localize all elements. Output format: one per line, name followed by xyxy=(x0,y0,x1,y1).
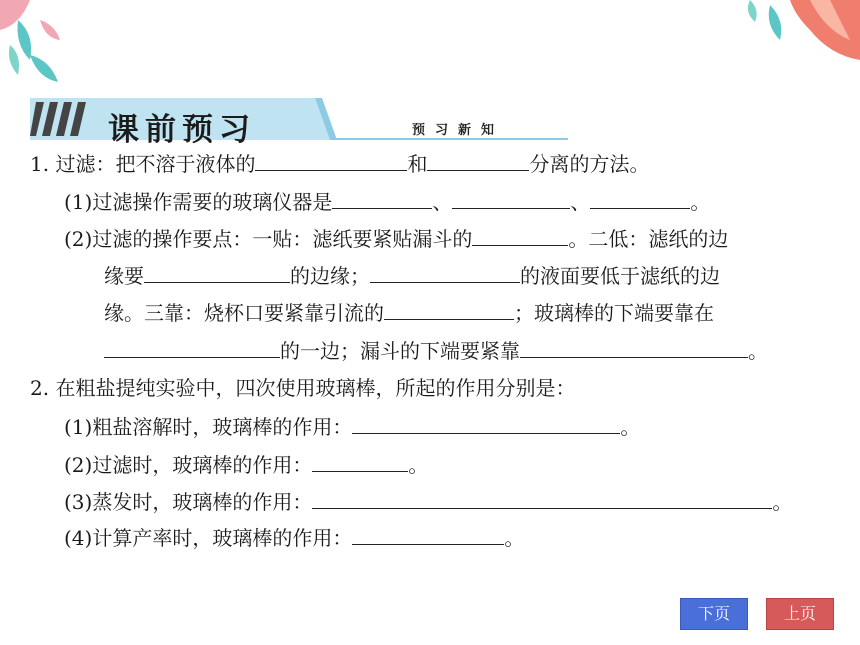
period: 。 xyxy=(620,415,641,439)
answer-blank[interactable] xyxy=(452,188,570,209)
question-2-part-1 xyxy=(64,413,640,441)
question-1-stem xyxy=(30,150,649,178)
q1-p2-text-a: (2)过滤的操作要点：一贴：滤纸要紧贴漏斗的 xyxy=(64,227,473,251)
answer-blank[interactable] xyxy=(104,337,280,358)
answer-blank[interactable] xyxy=(590,188,690,209)
q1-p2-text-f: 缘。三靠：烧杯口要紧靠引流的 xyxy=(104,301,384,325)
period: 。 xyxy=(772,490,793,514)
q1-text-b: 和 xyxy=(407,152,428,176)
question-2-part-2 xyxy=(64,451,428,479)
answer-blank[interactable] xyxy=(384,299,514,320)
answer-blank[interactable] xyxy=(255,150,407,171)
section-title: 课前预习 xyxy=(108,112,256,148)
q1-p2-text-g: ；玻璃棒的下端要靠在 xyxy=(514,301,714,325)
q1-p2-text-h: 的一边；漏斗的下端要紧靠 xyxy=(280,339,520,363)
q1-p2-text-c: 缘要 xyxy=(104,264,144,288)
floral-decoration-right xyxy=(730,0,860,70)
answer-blank[interactable] xyxy=(352,524,504,545)
separator: 、 xyxy=(432,190,453,214)
question-1-part-1 xyxy=(64,188,710,216)
answer-blank[interactable] xyxy=(520,337,748,358)
period: 。 xyxy=(748,339,768,363)
answer-blank[interactable] xyxy=(370,262,520,283)
answer-blank[interactable] xyxy=(312,451,408,472)
q1-text-a: 1. 过滤：把不溶于液体的 xyxy=(30,152,256,176)
q1-text-c: 分离的方法。 xyxy=(529,152,650,176)
q2-text: 2. 在粗盐提纯实验中，四次使用玻璃棒，所起的作用分别是： xyxy=(30,376,576,400)
separator: 、 xyxy=(570,190,591,214)
answer-blank[interactable] xyxy=(332,188,432,209)
answer-blank[interactable] xyxy=(352,413,620,434)
q2-s4-text: (4)计算产率时，玻璃棒的作用： xyxy=(64,526,353,550)
q1-p1-text: (1)过滤操作需要的玻璃仪器是 xyxy=(64,190,333,214)
question-2-part-3 xyxy=(64,488,792,516)
question-2-part-4 xyxy=(64,524,524,552)
answer-blank[interactable] xyxy=(472,225,568,246)
question-2-stem xyxy=(30,374,575,402)
question-1-part-2-line-4 xyxy=(104,337,768,365)
floral-decoration-left xyxy=(0,0,80,95)
question-1-part-2-line-1 xyxy=(64,225,728,253)
section-subtitle: 预习新知 xyxy=(412,123,505,138)
previous-page-button[interactable]: 上页 xyxy=(766,598,834,630)
question-1-part-2-line-3 xyxy=(104,299,714,327)
q1-p2-text-b: 。二低：滤纸的边 xyxy=(568,227,729,251)
q2-s1-text: (1)粗盐溶解时，玻璃棒的作用： xyxy=(64,415,353,439)
period: 。 xyxy=(690,190,711,214)
q2-s3-text: (3)蒸发时，玻璃棒的作用： xyxy=(64,490,313,514)
q2-s2-text: (2)过滤时，玻璃棒的作用： xyxy=(64,453,313,477)
question-1-part-2-line-2 xyxy=(104,262,720,290)
period: 。 xyxy=(504,526,525,550)
next-page-button[interactable]: 下页 xyxy=(680,598,748,630)
answer-blank[interactable] xyxy=(312,488,772,509)
q1-p2-text-d: 的边缘； xyxy=(290,264,370,288)
period: 。 xyxy=(408,453,429,477)
answer-blank[interactable] xyxy=(427,150,529,171)
answer-blank[interactable] xyxy=(144,262,290,283)
q1-p2-text-e: 的液面要低于滤纸的边 xyxy=(520,264,720,288)
